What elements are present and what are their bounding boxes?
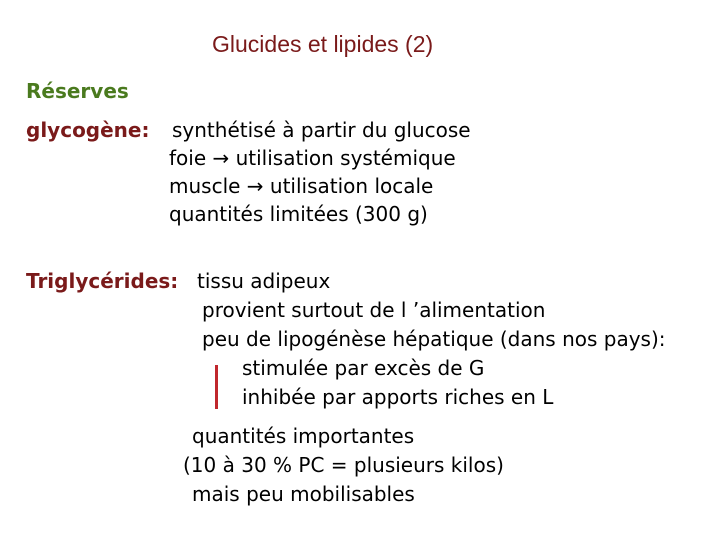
glycogene-line: quantités limitées (300 g) — [169, 202, 428, 226]
glycogene-label: glycogène: — [26, 118, 150, 142]
triglycerides-line: mais peu mobilisables — [192, 482, 415, 506]
bracket-marker — [215, 365, 218, 409]
slide-title: Glucides et lipides (2) — [212, 31, 434, 57]
triglycerides-line: stimulée par excès de G — [242, 356, 485, 380]
section-heading: Réserves — [26, 79, 129, 103]
glycogene-line: muscle → utilisation locale — [169, 174, 434, 198]
glycogene-line: foie → utilisation systémique — [169, 146, 456, 170]
triglycerides-line: provient surtout de l ’alimentation — [202, 298, 546, 322]
triglycerides-line: peu de lipogénèse hépatique (dans nos pays): — [202, 327, 666, 351]
triglycerides-line: inhibée par apports riches en L — [242, 385, 554, 409]
triglycerides-line: tissu adipeux — [197, 269, 331, 293]
triglycerides-line: (10 à 30 % PC = plusieurs kilos) — [183, 453, 504, 477]
glycogene-line: synthétisé à partir du glucose — [172, 118, 471, 142]
triglycerides-label: Triglycérides: — [26, 269, 179, 293]
triglycerides-line: quantités importantes — [192, 424, 415, 448]
